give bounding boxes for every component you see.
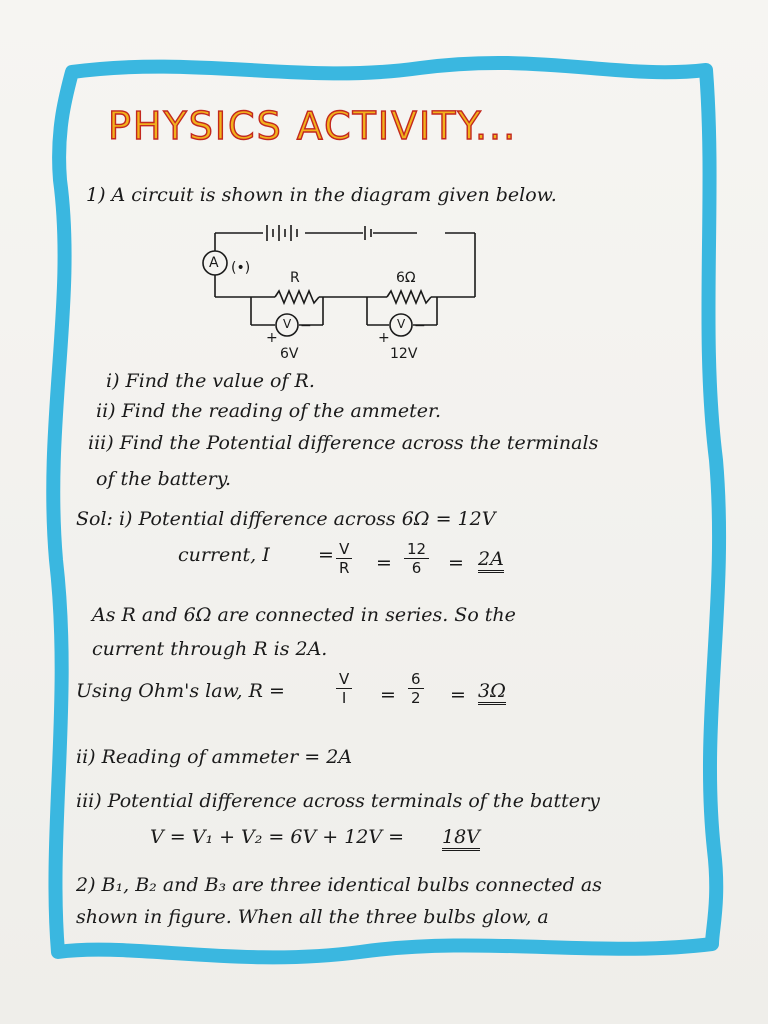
equals-1: = <box>318 544 334 566</box>
equals-3: = <box>448 552 464 574</box>
solution-line-1: Sol: i) Potential difference across 6Ω = 12V <box>76 508 496 530</box>
part-iii-cont: of the battery. <box>96 468 232 490</box>
resistor-r-label: R <box>290 270 300 286</box>
voltage-right-value: 12V <box>390 346 418 362</box>
resistance-result: 3Ω <box>478 680 506 705</box>
page-title: PHYSICS ACTIVITY... <box>108 104 518 148</box>
frac2-denominator: 6 <box>411 559 422 577</box>
equals-5: = <box>450 684 466 706</box>
resistor-6-ohm-label: 6Ω <box>396 270 416 286</box>
ohm-law-label: Using Ohm's law, R = <box>76 680 285 702</box>
part-ii: ii) Find the reading of the ammeter. <box>96 400 441 422</box>
fraction-6-over-2 <box>408 670 424 707</box>
current-label: current, I <box>178 544 270 566</box>
pd-equation: V = V₁ + V₂ = 6V + 12V = <box>150 826 405 848</box>
part-iii: iii) Find the Potential difference across the terminals <box>88 432 599 454</box>
frac1-denominator: R <box>339 559 350 577</box>
ammeter-reading-line: ii) Reading of ammeter = 2A <box>76 746 353 768</box>
minus-left: − <box>300 318 312 334</box>
part-i: i) Find the value of R. <box>106 370 315 392</box>
frac1-numerator: V <box>336 540 352 559</box>
fraction-v-over-r <box>336 540 352 577</box>
minus-right: − <box>414 318 426 334</box>
voltmeter-left-symbol: V <box>283 317 292 331</box>
ammeter-label: A <box>209 255 219 271</box>
voltage-left-value: 6V <box>280 346 299 362</box>
frac3-denominator: I <box>341 689 347 707</box>
plus-left: + <box>266 330 278 346</box>
equals-4: = <box>380 684 396 706</box>
pd-line: iii) Potential difference across terminals of the battery <box>76 790 600 812</box>
voltmeter-right-symbol: V <box>397 317 406 331</box>
key-label: (•) <box>231 260 251 276</box>
question-2-line-1: 2) B₁, B₂ and B₃ are three identical bulbs connected as <box>76 874 602 896</box>
frac4-denominator: 2 <box>411 689 421 707</box>
equals-2: = <box>376 552 392 574</box>
fraction-12-over-6 <box>404 540 429 577</box>
question-2-line-2: shown in figure. When all the three bulbs glow, a <box>76 906 549 928</box>
plus-right: + <box>378 330 390 346</box>
series-line-2: current through R is 2A. <box>92 638 328 660</box>
frac4-numerator: 6 <box>408 670 424 689</box>
frac2-numerator: 12 <box>404 540 429 559</box>
series-line-1: As R and 6Ω are connected in series. So the <box>92 604 516 626</box>
pd-result: 18V <box>442 826 480 851</box>
frac3-numerator: V <box>336 670 352 689</box>
current-result: 2A <box>478 548 504 573</box>
fraction-v-over-i <box>336 670 352 707</box>
circuit-diagram <box>195 215 495 365</box>
question-1-intro: 1) A circuit is shown in the diagram given below. <box>86 184 557 206</box>
